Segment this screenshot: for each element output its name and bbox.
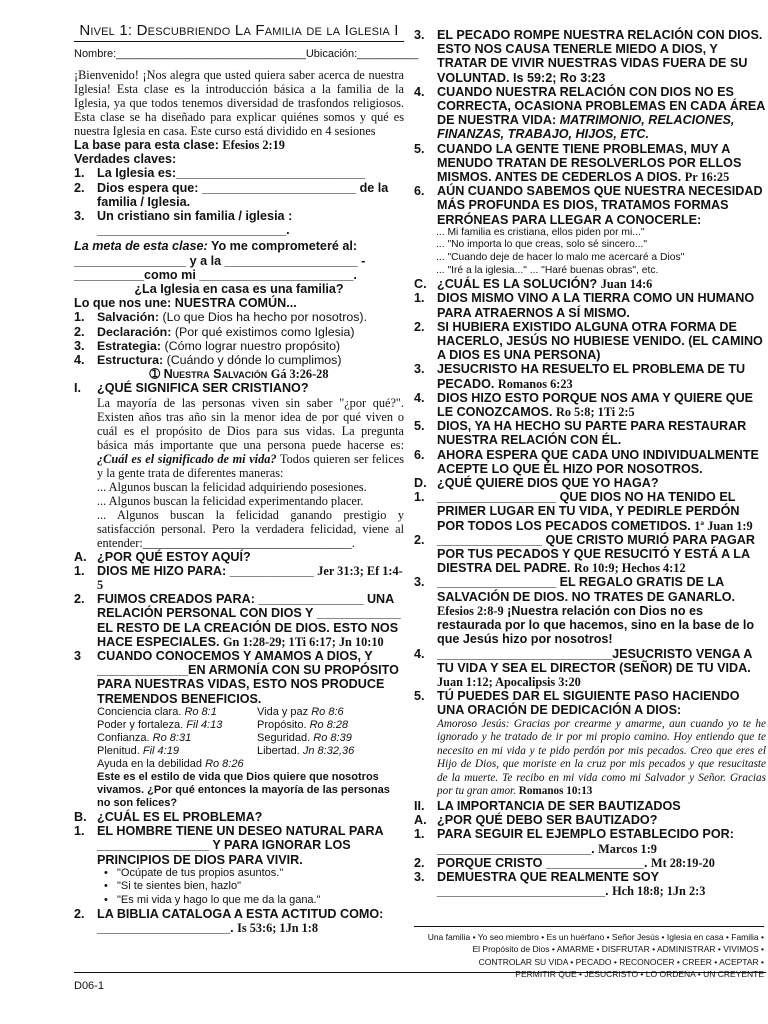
item-text: ¿CUÁL ES EL PROBLEMA? bbox=[97, 809, 263, 824]
section-a-item-2 bbox=[74, 592, 404, 649]
what-unites-us: Lo que nos une: NUESTRA COMÚN... bbox=[74, 296, 297, 311]
item-text: (Cuándo y dónde lo cumplimos) bbox=[166, 353, 342, 368]
baptism-item-1: 1. PARA SEGUIR EL EJEMPLO ESTABLECIDO POR: ______________________. Marcos 1:9 bbox=[414, 827, 734, 856]
item-text: DIOS ME HIZO PARA: ____________ bbox=[97, 563, 314, 578]
item-text: ¿POR QUÉ ESTOY AQUÍ? bbox=[97, 549, 251, 564]
footer-line: PERMITIR QUE • JESUCRISTO • LO ORDENA • UN CREYENTE bbox=[515, 968, 764, 979]
benefit: Confianza. Ro 8:31 bbox=[97, 731, 192, 744]
item-number: 2. bbox=[74, 180, 85, 195]
item-text: AÚN CUANDO SABEMOS QUE NUESTRA NECESIDAD MÁS PROFUNDA ES DIOS, TRATAMOS FORMAS ERRÓNEAS PARA LLEGAR A CONOCERLE: bbox=[437, 184, 763, 227]
section-1-title: Nuestra Salvación bbox=[163, 367, 268, 382]
item-number: 2. bbox=[74, 907, 85, 922]
benefit: Conciencia clara. Ro 8:1 bbox=[97, 705, 217, 718]
section-d-item-1: 1. _________________ QUE DIOS NO HA TENIDO EL PRIMER LUGAR EN TU VIDA, Y PEDIRLE PERDÓN POR TODOS LOS PECADOS COMETIDOS. 1ª Juan 1:9 bbox=[414, 490, 753, 533]
item-number: 5. bbox=[414, 141, 425, 156]
section-a-heading bbox=[74, 550, 404, 564]
item-text: FUIMOS CREADOS PARA: _______________ UNA RELACIÓN PERSONAL CON DIOS Y ____________ EL RESTO DE LA CREACIÓN DE DIOS. ESTO NOS HACE ESPECIALES. bbox=[97, 592, 401, 649]
footer-line: CONTROLAR SU VIDA • PECADO • RECONOCER • CREER • ACEPTAR • bbox=[478, 956, 764, 967]
name-location-row: Nombre:_______________________________Ubicación:__________ bbox=[74, 48, 419, 60]
common-item-4 bbox=[74, 353, 404, 367]
key-truth-3 bbox=[74, 209, 404, 237]
item-text: ¿QUÉ SIGNIFICA SER CRISTIANO? bbox=[97, 381, 309, 396]
common-item-3 bbox=[74, 339, 404, 353]
list-item: ... "Cuando deje de hacer lo malo me acercaré a Dios" bbox=[436, 252, 685, 264]
benefit: Vida y paz Ro 8:6 bbox=[257, 705, 344, 718]
class-goal bbox=[74, 239, 404, 253]
list-item: ... Algunos buscan la felicidad adquiriendo posesiones. bbox=[97, 479, 367, 494]
list-item: • "Ocúpate de tus propios asuntos." bbox=[104, 866, 284, 879]
baptism-item-3: 3. DEMUESTRA QUE REALMENTE SOY ________________________. Hch 18:8; 1Jn 2:3 bbox=[414, 870, 706, 899]
circled-one-icon: ➀ bbox=[149, 367, 161, 382]
item-number: 3 bbox=[74, 649, 82, 664]
section-d-item-5: 5. TÚ PUEDES DAR EL SIGUIENTE PASO HACIENDO UNA ORACIÓN DE DEDICACIÓN A DIOS: bbox=[414, 689, 740, 718]
item-number: 1. bbox=[74, 563, 85, 578]
item-text: La Iglesia es:___________________________ bbox=[97, 166, 366, 181]
page-title: Nivel 1: Descubriendo La Familia de la Iglesia I bbox=[74, 22, 404, 42]
item-ref: Is 59:2; Ro 3:23 bbox=[513, 70, 606, 85]
list-item: ... Mi familia es cristiana, ellos piden por mi..." bbox=[436, 226, 645, 238]
item-text: LA BIBLIA CATALOGA A ESTA ACTITUD COMO: ___________________. bbox=[97, 907, 384, 936]
item-number: A. bbox=[74, 549, 87, 564]
section-b-item-1 bbox=[74, 824, 404, 867]
list-item: ... "No importa lo que creas, solo sé sincero..." bbox=[436, 239, 648, 251]
section-c-item-6: 6. AHORA ESPERA QUE CADA UNO INDIVIDUALMENTE ACEPTE LO QUE ÉL HIZO POR NOSOTROS. bbox=[414, 447, 759, 476]
paragraph-tail: Todos quieren ser felices y la gente trata de diferentes maneras: bbox=[97, 451, 405, 480]
page-code: D06-1 bbox=[74, 972, 766, 992]
item-text: ¿CUÁL ES LA SOLUCIÓN? bbox=[437, 277, 598, 292]
church-family-question: ¿La Iglesia en casa es una familia? bbox=[134, 282, 344, 297]
section-b-item-4 bbox=[414, 85, 766, 142]
dedication-prayer: Amoroso Jesús: Gracias por crearme y amarme, aun cuando yo te he ignorado y he tratado de ir por mi propio camino. Hoy entiendo que te necesito en mi vida y te pido perdón por mis pecados. Creo que eres el Hijo de Dios, que moriste en la cruz por mis pecados y que resucitaste de la muerte. Te recibo en mi vida como mi Salvador y Señor. Gracias por tu gran amor. Romanos 10:13 bbox=[437, 717, 766, 798]
item-label: Declaración: bbox=[97, 324, 172, 339]
item-text: EL HOMBRE TIENE UN DESEO NATURAL PARA ________________ Y PARA IGNORAR LOS PRINCIPIOS DE DIOS PARA VIVIR. bbox=[97, 824, 384, 867]
section-c-item-4: 4. DIOS HIZO ESTO PORQUE NOS AMA Y QUIERE QUE LE CONOZCAMOS. Ro 5:8; 1Ti 2:5 bbox=[414, 390, 754, 420]
item-label: Estructura: bbox=[97, 353, 164, 368]
section-ii-heading: II. LA IMPORTANCIA DE SER BAUTIZADOS bbox=[414, 799, 681, 814]
list-item: ... Algunos buscan la felicidad experimentando placer. bbox=[97, 493, 364, 508]
item-text: CUANDO NUESTRA RELACIÓN CON DIOS NO ES CORRECTA, OCASIONA PROBLEMAS EN CADA ÁREA DE NUESTRA VIDA: bbox=[437, 84, 765, 128]
item-label: Estrategia: bbox=[97, 338, 162, 353]
item-text: EL PECADO ROMPE NUESTRA RELACIÓN CON DIOS. ESTO NOS CAUSA TENERLE MIEDO A DIOS, Y TRATAR DE VIVIR NUESTRAS VIDAS FUERA DE SU VOLUNTAD. bbox=[437, 28, 763, 85]
paragraph-text: La mayoría de las personas viven sin saber "¿por qué?". Existen años tras año sin la menor idea de por qué viven o cuál es el propósito de Dios para sus vidas. La pregunta básica más importante que una persona puede hacerse es: bbox=[97, 395, 404, 452]
item-number: 6. bbox=[414, 184, 425, 199]
section-b-heading bbox=[74, 810, 404, 824]
left-column bbox=[74, 22, 419, 936]
footer-line: El Propósito de Dios • AMARME • DISFRUTAR • ADMINISTRAR • VIVIMOS • bbox=[472, 944, 764, 955]
item-number: 4. bbox=[414, 84, 425, 99]
item-number: 2. bbox=[74, 324, 85, 339]
section-d-item-3: 3. _________________ EL REGALO GRATIS DE LA SALVACIÓN DE DIOS. NO TRATES DE GANARLO. bbox=[414, 575, 736, 604]
class-goal-line-2: ________________ y a la ___________________ - bbox=[74, 253, 366, 268]
baptism-item-2: 2. PORQUE CRISTO ______________. Mt 28:19-20 bbox=[414, 855, 715, 870]
benefit: Propósito. Ro 8:28 bbox=[257, 718, 349, 731]
item-text: Un cristiano sin familia / iglesia : ___________________________. bbox=[97, 209, 293, 238]
footer-line: Una familia • Yo seo miembro • Es un huérfano • Señor Jesús • Iglesia en casa • Familia • bbox=[427, 932, 764, 942]
list-item: ... Algunos buscan la felicidad ganando prestigio y satisfacción personal. Pero la verdadera felicidad, viene al entender:__________________________________. bbox=[97, 507, 404, 550]
section-b-item-6 bbox=[414, 184, 766, 227]
life-meaning-question: ¿Cuál es el significado de mi vida? bbox=[97, 451, 277, 466]
key-truths-heading: Verdades claves: bbox=[74, 152, 177, 167]
item-text: CUANDO LA GENTE TIENE PROBLEMAS, MUY A MENUDO TRATAN DE RESOLVERLOS POR ELLOS MISMOS. ANTES DE CEDERLOS A DIOS. bbox=[437, 141, 742, 185]
question-1-heading bbox=[74, 381, 404, 395]
item-ref: Pr 16:25 bbox=[684, 170, 730, 185]
item-ref: Gn 1:28-29; 1Ti 6:17; Jn 10:10 bbox=[222, 634, 384, 649]
happiness-list bbox=[97, 480, 404, 550]
section-1-ref: Gá 3:26-28 bbox=[270, 367, 329, 382]
benefit: Seguridad. Ro 8:39 bbox=[257, 731, 352, 744]
section-d-heading: D. ¿QUÉ QUIERE DIOS QUE YO HAGA? bbox=[414, 476, 659, 491]
item-number: 4. bbox=[74, 353, 85, 368]
attitude-bullets bbox=[104, 867, 404, 908]
section-b-item-2 bbox=[74, 907, 404, 935]
section-d-item-3-cont: Efesios 2:8-9 ¡Nuestra relación con Dios no es restaurada por lo que hacemos, sino en la base de lo que Jesús hizo por nosotros! bbox=[437, 603, 755, 647]
intro-paragraph: ¡Bienvenido! ¡Nos alegra que usted quiera saber acerca de nuestra Iglesia! Esta clase es la introducción básica a la familia de la Iglesia, ya que todos tenemos diversidad de trasfondos religiosos. Esta clase se ha diseñado para explicar quiénes somos y qué es nuestra Iglesia en casa. Este curso está dividido en 4 sesiones bbox=[74, 68, 404, 138]
benefit: Poder y fortaleza. Fil 4:13 bbox=[97, 718, 223, 731]
common-item-2 bbox=[74, 325, 404, 339]
item-number: 1. bbox=[74, 310, 85, 325]
class-goal-line-3: __________como mi ______________________. bbox=[74, 267, 357, 282]
item-number: 3. bbox=[414, 28, 425, 42]
prayer-ref: Romanos 10:13 bbox=[518, 785, 593, 798]
section-c-item-2: 2. SI HUBIERA EXISTIDO ALGUNA OTRA FORMA DE HACERLO, JESÚS NO HUBIESE VENIDO. (EL CAMINO A DIOS ES UNA PERSONA) bbox=[414, 319, 763, 363]
section-d-item-2: 2. _______________ QUE CRISTO MURIÓ PARA PAGAR POR TUS PECADOS Y QUE RESUCITÓ Y ESTÁ A LA DIESTRA DEL PADRE. Ro 10:9; Hechos 4:12 bbox=[414, 532, 755, 576]
right-column bbox=[414, 28, 766, 899]
wrong-ways-quotes bbox=[436, 227, 766, 277]
item-number: 2. bbox=[74, 592, 85, 607]
list-item: ... "Iré a la iglesia..." ... "Haré buenas obras", etc. bbox=[436, 264, 659, 276]
life-areas: MATRIMONIO, RELACIONES, FINANZAS, TRABAJO, HIJOS, ETC. bbox=[437, 113, 735, 142]
section-ii-a-heading: A. ¿POR QUÉ DEBO SER BAUTIZADO? bbox=[414, 813, 658, 828]
benefits-grid bbox=[97, 706, 404, 758]
item-number: 1. bbox=[74, 824, 85, 839]
section-a-item-3 bbox=[74, 649, 404, 706]
section-a-item-1 bbox=[74, 564, 404, 592]
section-b-item-3 bbox=[414, 28, 766, 85]
list-item: • "Es mi vida y hago lo que me da la gana." bbox=[104, 893, 321, 906]
section-c-item-5: 5. DIOS, YA HA HECHO SU PARTE PARA RESTAURAR NUESTRA RELACIÓN CON ÉL. bbox=[414, 419, 747, 448]
section-c-heading bbox=[414, 277, 766, 291]
lifestyle-note: Este es el estilo de vida que Dios quiere que nosotros vivamos. ¿Por qué entonces la mayoría de las personas no son felices? bbox=[97, 770, 390, 809]
item-number: 3. bbox=[74, 338, 85, 353]
section-d-item-4: 4. _________________________JESUCRISTO VENGA A TU VIDA Y SEA EL DIRECTOR (SEÑOR) DE TU VIDA. Juan 1:12; Apocalipsis 3:20 bbox=[414, 646, 752, 689]
key-truth-1 bbox=[74, 166, 404, 180]
class-goal-label: La meta de esta clase: bbox=[74, 239, 208, 254]
item-number: B. bbox=[74, 809, 87, 824]
item-text: (Cómo lograr nuestro propósito) bbox=[164, 338, 341, 353]
section-c-item-1: 1. DIOS MISMO VINO A LA TIERRA COMO UN HUMANO PARA ATRAERNOS A SÍ MISMO. bbox=[414, 291, 755, 320]
item-number: I. bbox=[74, 381, 81, 396]
list-item: • "Si te sientes bien, hazlo" bbox=[104, 880, 242, 893]
item-ref: Is 53:6; 1Jn 1:8 bbox=[237, 921, 319, 936]
item-number: C. bbox=[414, 277, 427, 292]
section-1-heading bbox=[74, 367, 404, 381]
item-ref: Juan 14:6 bbox=[600, 277, 653, 292]
benefit: Plenitud. Fil 4:19 bbox=[97, 744, 179, 757]
key-truth-2 bbox=[74, 181, 404, 209]
item-text: Dios espera que: ______________________ de la familia / Iglesia. bbox=[97, 180, 389, 209]
question-1-paragraph bbox=[97, 396, 404, 480]
item-label: Salvación: bbox=[97, 310, 159, 325]
class-base-ref: Efesios 2:19 bbox=[222, 138, 285, 152]
section-b-item-5 bbox=[414, 142, 766, 185]
class-base-label: La base para esta clase: bbox=[74, 138, 219, 152]
class-base bbox=[74, 138, 404, 152]
class-goal-text: Yo me comprometeré al: bbox=[211, 239, 358, 254]
benefit-last: Ayuda en la debilidad Ro 8:26 bbox=[97, 757, 244, 770]
benefit: Libertad. Jn 8:32,36 bbox=[257, 744, 355, 757]
item-number: 3. bbox=[74, 209, 85, 224]
item-ref: Jer 31:3; Ef 1:4-5 bbox=[97, 563, 403, 593]
common-item-1 bbox=[74, 310, 404, 324]
item-text: (Por qué existimos como Iglesia) bbox=[174, 324, 355, 339]
item-number: 1. bbox=[74, 166, 85, 181]
section-c-item-3: 3. JESUCRISTO HA RESUELTO EL PROBLEMA DE TU PECADO. Romanos 6:23 bbox=[414, 362, 746, 391]
item-text: (Lo que Dios ha hecho por nosotros). bbox=[162, 310, 368, 325]
item-text: CUANDO CONOCEMOS Y AMAMOS A DIOS, Y _____________EN ARMONÍA CON SU PROPÓSITO PARA NUESTRAS VIDAS, ESTO NOS PRODUCE TREMENDOS BENEFICIOS. bbox=[97, 649, 399, 706]
